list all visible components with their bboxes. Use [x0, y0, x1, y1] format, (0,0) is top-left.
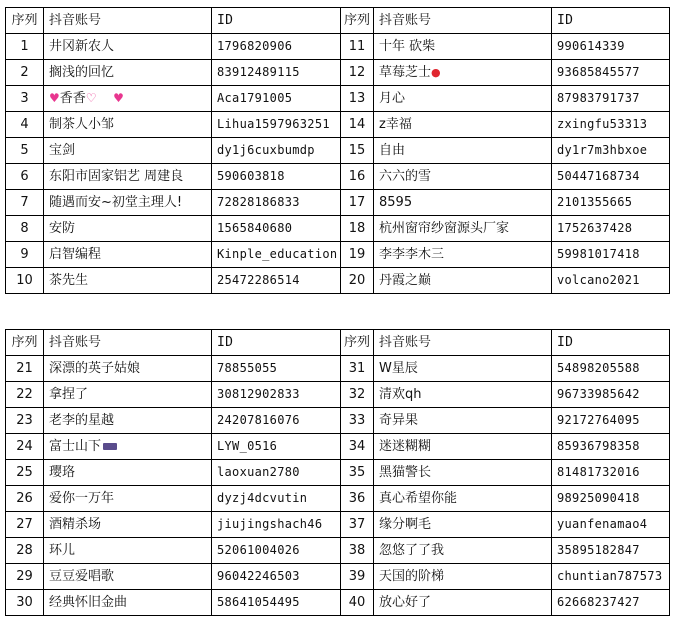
account-id-cell: 62668237427: [552, 590, 670, 616]
seq-cell: 12: [341, 60, 374, 86]
account-id-cell: 25472286514: [212, 268, 341, 294]
account-name: 启智编程: [49, 247, 102, 262]
account-name: z幸福: [379, 117, 412, 132]
account-name-cell: [374, 60, 552, 86]
account-name-cell: [374, 590, 552, 616]
account-name-cell: [374, 216, 552, 242]
account-table-2: [5, 329, 670, 616]
account-name-cell: [44, 590, 212, 616]
header-seq: 序列: [341, 8, 374, 34]
account-name-cell: [44, 112, 212, 138]
header-seq: 序列: [6, 8, 44, 34]
account-name-cell: [44, 460, 212, 486]
seq-cell: 39: [341, 564, 374, 590]
account-name-cell: [374, 538, 552, 564]
account-name-cell: [374, 486, 552, 512]
table-row: [6, 564, 670, 590]
account-name: 放心好了: [379, 595, 432, 610]
account-name-cell: [44, 408, 212, 434]
account-name: 自由: [379, 143, 406, 158]
account-name: 8595: [379, 195, 413, 210]
account-name-cell: [374, 268, 552, 294]
account-name-cell: [44, 434, 212, 460]
account-id-cell: dy1r7m3hbxoe: [552, 138, 670, 164]
account-id-cell: 78855055: [212, 356, 341, 382]
account-id-cell: Kinple_education: [212, 242, 341, 268]
header-seq: 序列: [341, 330, 374, 356]
account-id-cell: 1752637428: [552, 216, 670, 242]
account-id-cell: 2101355665: [552, 190, 670, 216]
account-name-cell: [44, 512, 212, 538]
account-name-cell: [374, 190, 552, 216]
account-name-cell: [374, 164, 552, 190]
account-name-cell: [374, 382, 552, 408]
account-name-cell: [374, 242, 552, 268]
account-name: 丹霞之巅: [379, 273, 432, 288]
header-id: ID: [212, 330, 341, 356]
seq-cell: 38: [341, 538, 374, 564]
account-name: 井冈新农人: [49, 39, 115, 54]
heart-outline-icon: ♡: [85, 91, 97, 105]
header-row: [6, 8, 670, 34]
account-name-cell: [374, 356, 552, 382]
account-name: 六六的雪: [379, 169, 432, 184]
account-id-cell: 30812902833: [212, 382, 341, 408]
table-row: [6, 538, 670, 564]
account-table-1-body: [6, 8, 670, 294]
account-name: 月心: [379, 91, 406, 106]
seq-cell: 20: [341, 268, 374, 294]
account-id-cell: dyzj4dcvutin: [212, 486, 341, 512]
account-name: 杭州窗帘纱窗源头厂家: [379, 221, 510, 236]
seq-cell: 19: [341, 242, 374, 268]
account-name-cell: [44, 486, 212, 512]
account-id-cell: chuntian787573: [552, 564, 670, 590]
seq-cell: 4: [6, 112, 44, 138]
account-name-cell: [44, 86, 212, 112]
account-name-cell: [374, 408, 552, 434]
account-name: 安防: [49, 221, 76, 236]
seq-cell: 21: [6, 356, 44, 382]
account-id-cell: LYW_0516: [212, 434, 341, 460]
seq-cell: 22: [6, 382, 44, 408]
seq-cell: 23: [6, 408, 44, 434]
account-name: 草莓芝士: [379, 65, 432, 80]
account-name-cell: [44, 138, 212, 164]
account-id-cell: 96042246503: [212, 564, 341, 590]
account-name-cell: [44, 34, 212, 60]
account-id-cell: Lihua1597963251: [212, 112, 341, 138]
account-name: 酒精杀场: [49, 517, 102, 532]
account-name: 搁浅的回忆: [49, 65, 115, 80]
account-name: 东阳市固家铝艺 周建良: [49, 169, 184, 184]
account-name: 李李李木三: [379, 247, 445, 262]
account-id-cell: volcano2021: [552, 268, 670, 294]
seq-cell: 37: [341, 512, 374, 538]
account-name: 璎珞: [49, 465, 76, 480]
account-name: 缘分啊毛: [379, 517, 432, 532]
seq-cell: 32: [341, 382, 374, 408]
account-id-cell: 98925090418: [552, 486, 670, 512]
seq-cell: 30: [6, 590, 44, 616]
table-row: [6, 408, 670, 434]
table-row: [6, 164, 670, 190]
account-id-cell: 990614339: [552, 34, 670, 60]
table-row: [6, 86, 670, 112]
seq-cell: 26: [6, 486, 44, 512]
seq-cell: 2: [6, 60, 44, 86]
account-name: 随遇而安~初堂主理人!: [49, 195, 183, 210]
account-name: 黑猫警长: [379, 465, 432, 480]
seq-cell: 25: [6, 460, 44, 486]
account-name: W星辰: [379, 361, 418, 376]
account-id-cell: 1565840680: [212, 216, 341, 242]
account-table-1: [5, 7, 670, 294]
account-name-cell: [374, 138, 552, 164]
account-name-cell: [374, 112, 552, 138]
account-name: 宝剑: [49, 143, 76, 158]
account-id-cell: 58641054495: [212, 590, 341, 616]
heart-icon: ♥: [113, 91, 124, 105]
table-row: [6, 268, 670, 294]
account-name: 迷迷糊糊: [379, 439, 432, 454]
table-row: [6, 60, 670, 86]
account-id-cell: 92172764095: [552, 408, 670, 434]
seq-cell: 27: [6, 512, 44, 538]
seq-cell: 14: [341, 112, 374, 138]
account-name: 制茶人小邹: [49, 117, 115, 132]
account-name: 老李的星越: [49, 413, 115, 428]
table-row: [6, 242, 670, 268]
account-name-cell: [374, 434, 552, 460]
seq-cell: 28: [6, 538, 44, 564]
table-row: [6, 190, 670, 216]
table-row: [6, 460, 670, 486]
account-name-cell: [44, 356, 212, 382]
seq-cell: 31: [341, 356, 374, 382]
account-name-cell: [44, 538, 212, 564]
seq-cell: 36: [341, 486, 374, 512]
account-id-cell: 24207816076: [212, 408, 341, 434]
seq-cell: 35: [341, 460, 374, 486]
header-account: 抖音账号: [44, 8, 212, 34]
seq-cell: 1: [6, 34, 44, 60]
seq-cell: 6: [6, 164, 44, 190]
account-name-cell: [44, 564, 212, 590]
account-name-cell: [44, 268, 212, 294]
account-name: 环儿: [49, 543, 76, 558]
account-id-cell: 590603818: [212, 164, 341, 190]
seq-cell: 34: [341, 434, 374, 460]
account-id-cell: 54898205588: [552, 356, 670, 382]
account-name: 忽悠了了我: [379, 543, 445, 558]
account-id-cell: 93685845577: [552, 60, 670, 86]
account-id-cell: 35895182847: [552, 538, 670, 564]
account-id-cell: 52061004026: [212, 538, 341, 564]
seq-cell: 5: [6, 138, 44, 164]
account-id-cell: yuanfenamao4: [552, 512, 670, 538]
account-name-cell: [374, 512, 552, 538]
account-id-cell: dy1j6cuxbumdp: [212, 138, 341, 164]
account-name: 茶先生: [49, 273, 89, 288]
account-name: 深漂的英子姑娘: [49, 361, 141, 376]
table-row: [6, 512, 670, 538]
seq-cell: 10: [6, 268, 44, 294]
account-id-cell: 87983791737: [552, 86, 670, 112]
table-row: [6, 356, 670, 382]
account-name-cell: [44, 216, 212, 242]
account-name: 拿捏了: [49, 387, 89, 402]
header-id: ID: [552, 330, 670, 356]
table-row: [6, 34, 670, 60]
account-name-cell: [44, 164, 212, 190]
account-name: 香香: [59, 91, 86, 106]
header-account: 抖音账号: [374, 8, 552, 34]
account-name-cell: [44, 60, 212, 86]
account-id-cell: 59981017418: [552, 242, 670, 268]
header-id: ID: [212, 8, 341, 34]
account-name-cell: [374, 564, 552, 590]
flag-badge-icon: [103, 443, 117, 450]
table-row: [6, 112, 670, 138]
account-name: 十年 砍柴: [379, 39, 436, 54]
seq-cell: 40: [341, 590, 374, 616]
seq-cell: 13: [341, 86, 374, 112]
account-id-cell: 96733985642: [552, 382, 670, 408]
account-id-cell: 72828186833: [212, 190, 341, 216]
account-id-cell: jiujingshach46: [212, 512, 341, 538]
account-name-cell: [374, 34, 552, 60]
account-id-cell: laoxuan2780: [212, 460, 341, 486]
account-id-cell: 50447168734: [552, 164, 670, 190]
header-account: 抖音账号: [374, 330, 552, 356]
seq-cell: 11: [341, 34, 374, 60]
account-name: 爱你一万年: [49, 491, 115, 506]
account-name: 经典怀旧金曲: [49, 595, 128, 610]
account-id-cell: 85936798358: [552, 434, 670, 460]
account-name-cell: [44, 242, 212, 268]
account-id-cell: 83912489115: [212, 60, 341, 86]
seq-cell: 33: [341, 408, 374, 434]
account-name-cell: [374, 86, 552, 112]
header-id: ID: [552, 8, 670, 34]
account-name: 清欢qh: [379, 387, 422, 402]
account-id-cell: 1796820906: [212, 34, 341, 60]
seq-cell: 3: [6, 86, 44, 112]
seq-cell: 29: [6, 564, 44, 590]
heart-icon: ♥: [49, 91, 60, 105]
account-id-cell: zxingfu53313: [552, 112, 670, 138]
account-name-cell: [44, 190, 212, 216]
seq-cell: 18: [341, 216, 374, 242]
header-account: 抖音账号: [44, 330, 212, 356]
account-id-cell: 81481732016: [552, 460, 670, 486]
header-seq: 序列: [6, 330, 44, 356]
seq-cell: 9: [6, 242, 44, 268]
account-name: 富士山下: [49, 439, 102, 454]
seq-cell: 8: [6, 216, 44, 242]
seq-cell: 17: [341, 190, 374, 216]
account-name: 真心希望你能: [379, 491, 458, 506]
table-row: [6, 216, 670, 242]
table-row: [6, 486, 670, 512]
account-name: 天国的阶梯: [379, 569, 445, 584]
account-name: 豆豆爱唱歌: [49, 569, 115, 584]
strawberry-icon: ●: [431, 66, 441, 79]
seq-cell: 16: [341, 164, 374, 190]
account-name-cell: [44, 382, 212, 408]
account-id-cell: Aca1791005: [212, 86, 341, 112]
account-name: 奇异果: [379, 413, 419, 428]
account-name-cell: [374, 460, 552, 486]
seq-cell: 24: [6, 434, 44, 460]
table-row: [6, 434, 670, 460]
table-row: [6, 382, 670, 408]
seq-cell: 7: [6, 190, 44, 216]
table-row: [6, 138, 670, 164]
account-table-2-body: [6, 330, 670, 616]
table-row: [6, 590, 670, 616]
header-row: [6, 330, 670, 356]
seq-cell: 15: [341, 138, 374, 164]
